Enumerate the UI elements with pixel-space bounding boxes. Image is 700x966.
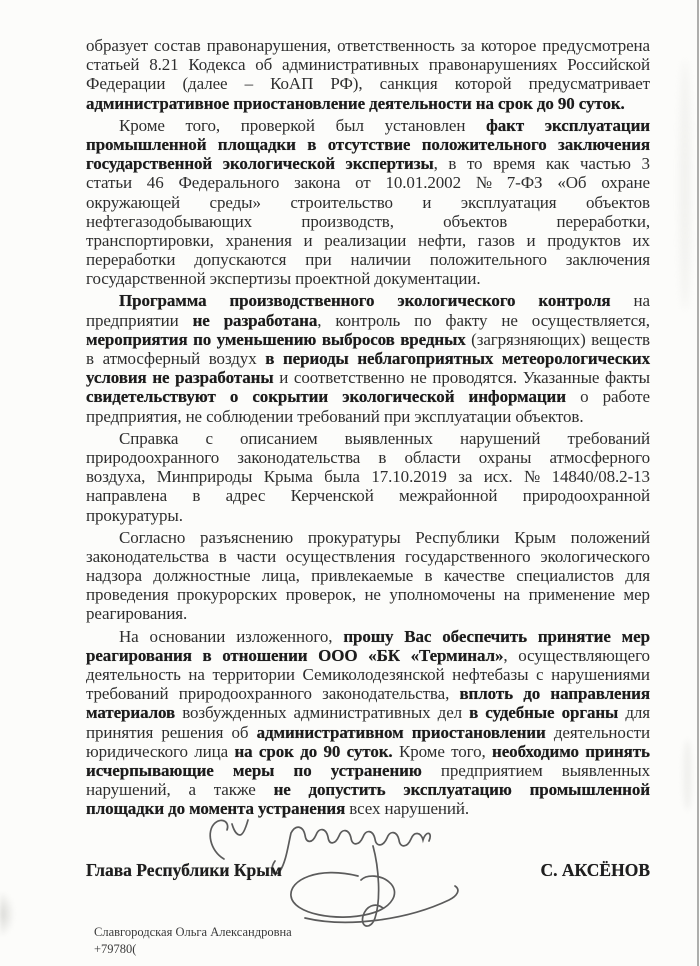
closing-row [86,860,650,881]
contact-phone: +79780( [94,942,137,956]
text-line: образует состав правонарушения, ответственность за которое предусмотрена [86,36,650,55]
text-line: государственной экспертизы проектной документации. [86,269,481,289]
text-line: Федерации (далее – КоАП РФ), санкция которой предусматривает [86,74,650,94]
paragraph [86,116,650,289]
text-line: Программа производственного экологического контроля на [119,291,650,311]
text-line: в атмосферный воздух в периоды неблагоприятных метеорологических [86,349,650,368]
text-line: природоохранного законодательства в области охраны атмосферного [86,447,650,467]
contact-block [94,924,292,958]
scan-smudge-left [0,892,14,936]
text-line: промышленной площадки в отсутствие положительного заключения [86,134,650,154]
scan-smudge-right-bottom [683,740,692,810]
text-line: нарушений, а также не допустить эксплуатацию промышленной [86,780,650,800]
text-line: требований природоохранного законодательства, вплоть до направления [86,684,650,704]
text-line: статьей 8.21 Кодекса об административных правонарушениях Российской [86,55,650,75]
text-line: реагирования в отношении ООО «БК «Терминал», осуществляющего [86,645,650,665]
text-line: исчерпывающие меры по устранению предприятием выявленных [86,760,650,780]
text-line: воздуха, Минприроды Крыма была 17.10.2019 за исх. № 14840/08.2-13 [86,467,650,487]
text-line: принятия решения об административном приостановлении деятельности [86,722,650,742]
text-line: деятельность на территории Семиколодезянской нефтебазы с нарушениями [86,665,650,684]
text-line: окружающей среды» строительство и эксплуатация объектов [86,192,650,212]
text-line: направлена в адрес Керченской межрайонной природоохранной [86,486,650,506]
text-line: переработки допускаются при наличии положительного заключения [86,250,650,270]
text-line: свидетельствуют о сокрытии экологической информации о работе [86,387,650,407]
text-line: юридического лица на срок до 90 суток. Кроме того, необходимо принять [86,741,650,761]
text-line: предприятии не разработана, контроль по факту не осуществляется, [86,310,650,330]
text-line: государственной экологической экспертизы, в то время как частью 3 [86,154,650,174]
paragraph [86,528,650,624]
text-line: прокуратуры. [86,505,183,525]
text-line: надзора должностные лица, привлекаемые в качестве специалистов для [86,566,650,586]
text-line: предприятия, не соблюдении требований при эксплуатации объектов. [86,406,584,426]
text-line: Кроме того, проверкой был установлен факт эксплуатации [119,115,650,135]
text-line: условия не разработаны и соответственно не проводятся. Указанные факты [86,368,650,388]
text-line: Согласно разъяснению прокуратуры Республики Крым положений [119,527,650,547]
text-line: транспортировки, хранения и реализации нефти, газов и продуктов их [86,230,650,250]
text-line: реагирования. [86,604,188,624]
signature-flourish-c [210,820,227,859]
paragraph [86,627,650,819]
scan-edge-line [697,0,699,966]
text-line: материалов возбужденных административных дел в судебные органы для [86,703,650,723]
paragraph [86,291,650,425]
paragraph [86,36,650,113]
text-line: проведения прокурорских проверок, не уполномочены на применение мер [86,585,650,605]
text-line: На основании изложенного, прошу Вас обеспечить принятие мер [119,626,650,646]
signer-title: Глава Республики Крым [86,860,282,880]
text-line: административное приостановление деятельности на срок до 90 суток. [86,93,625,113]
text-line: мероприятия по уменьшению выбросов вредных (загрязняющих) веществ [86,329,650,349]
document-body [86,36,650,822]
text-line: Справка с описанием выявленных нарушений требований [119,428,650,448]
signature-flourish-check [232,820,248,835]
text-line: законодательства в части осуществления государственного экологического [86,546,650,566]
text-line: нефтегазодобывающих производств, объектов переработки, [86,211,650,231]
scan-smudge-right-top [680,60,690,310]
signer-name: С. АКСЁНОВ [540,860,650,880]
paragraph [86,429,650,525]
text-line: площадки до момента устранения всех нарушений. [86,799,470,819]
text-line: статьи 46 Федерального закона от 10.01.2002 № 7-ФЗ «Об охране [86,173,650,193]
contact-name: Славгородская Ольга Александровна [94,925,292,939]
